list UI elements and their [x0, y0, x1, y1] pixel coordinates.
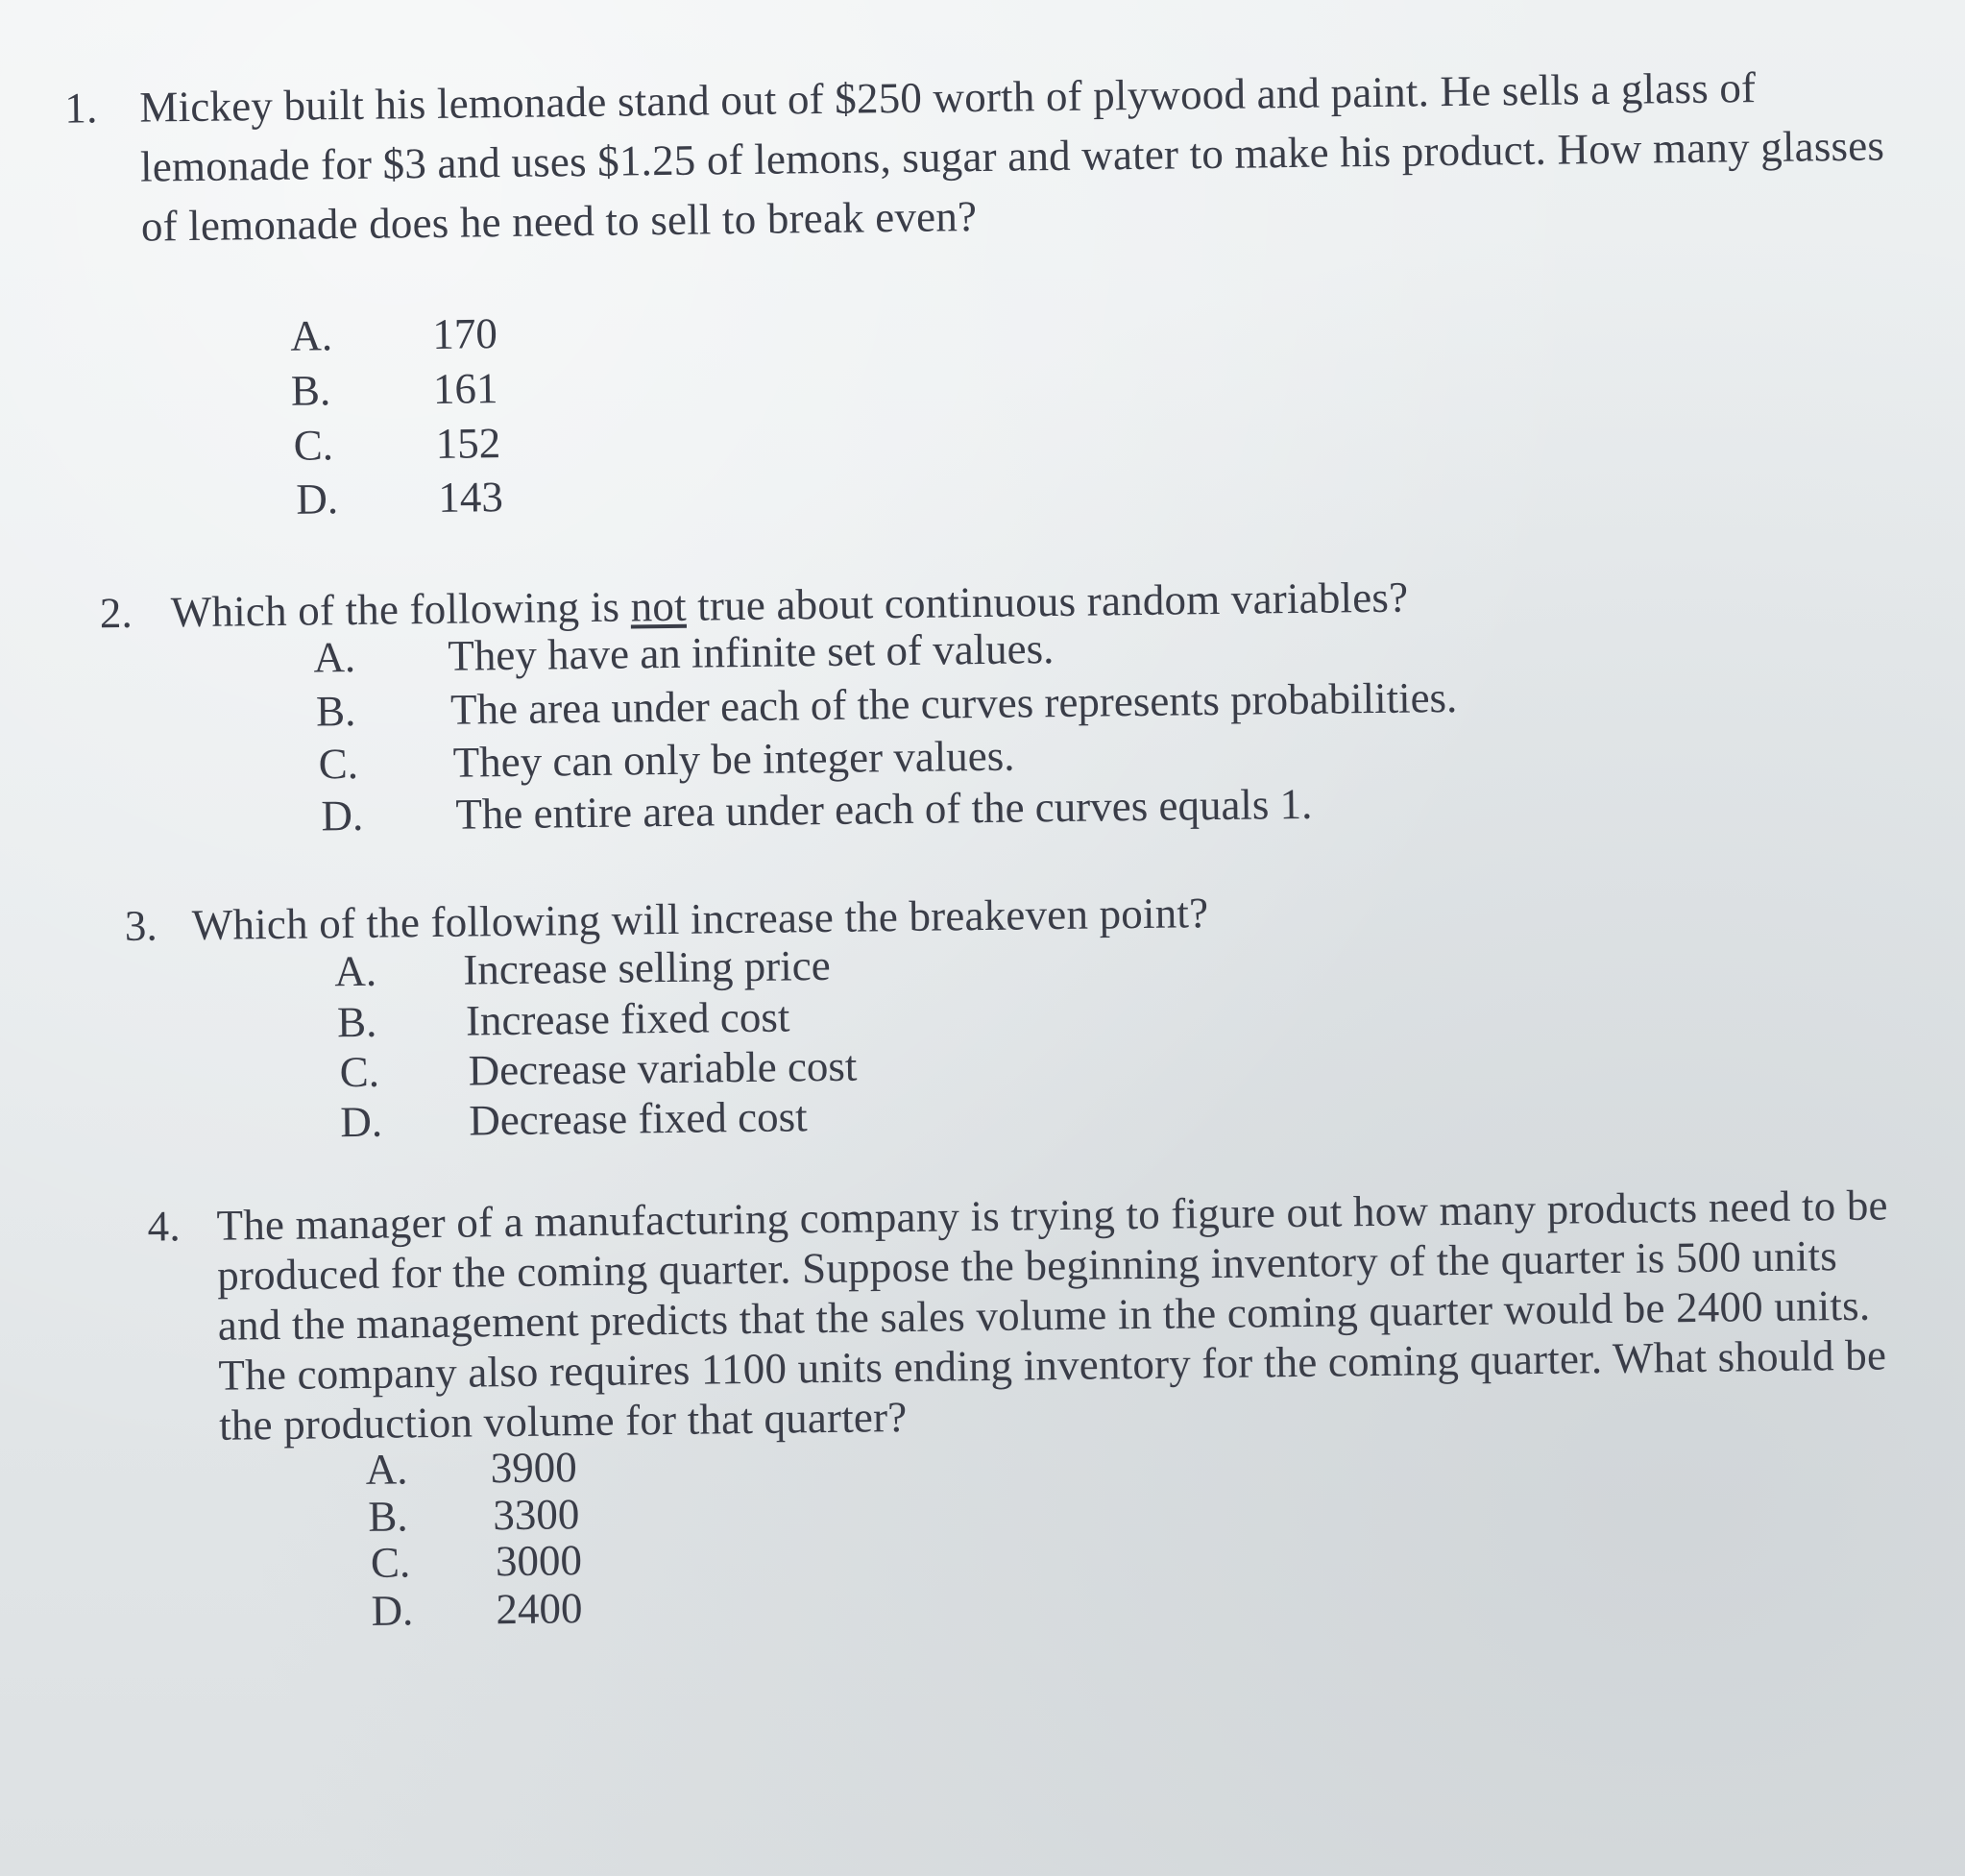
question-4-option-c	[370, 1536, 583, 1588]
option-text: Increase fixed cost	[465, 992, 790, 1045]
question-4-option-b	[368, 1490, 580, 1542]
option-text: 3000	[495, 1536, 583, 1586]
option-letter: B.	[315, 686, 356, 736]
option-letter: A.	[365, 1445, 408, 1494]
option-text: 3900	[490, 1443, 578, 1493]
option-letter: B.	[368, 1492, 408, 1541]
question-3-option-a	[334, 940, 831, 997]
question-text: Mickey built his lemonade stand out of $250 worth of plywood and paint. He sells a glass of lemonade for $3 and uses $1.25 of lemons, sugar and water to make his product. How many glasses of lemonade does he need to sell to break even?	[139, 63, 1885, 251]
option-text: 161	[432, 364, 498, 413]
option-letter: C.	[293, 421, 334, 470]
question-number: 3.	[124, 901, 158, 950]
option-letter: B.	[336, 997, 377, 1047]
question-1-option-b	[290, 364, 498, 416]
question-text-start: Which of the following is	[170, 582, 631, 637]
option-text: Increase selling price	[463, 940, 831, 994]
question-1-option-c	[293, 419, 501, 471]
option-text: 152	[435, 419, 501, 468]
question-text-end: true about continuous random variables?	[686, 573, 1409, 630]
option-text: 143	[438, 473, 504, 522]
question-3-option-b	[336, 992, 790, 1048]
question-number: 4.	[147, 1202, 182, 1251]
question-1	[64, 56, 1901, 256]
question-2-option-b	[315, 672, 1458, 737]
option-text: The area under each of the curves represents probabilities.	[449, 672, 1458, 734]
question-4-option-d	[371, 1584, 583, 1636]
option-letter: C.	[370, 1538, 411, 1587]
question-text: The manager of a manufacturing company is trying to figure out how many products need to be produced for the coming quarter. Suppose the beginning inventory of the quarter is 500 units and the management predicts that the sales volume in the coming quarter would be 2400 units. The company also requires 1100 units ending inventory for the coming quarter. What should be the production volume for that quarter?	[216, 1181, 1888, 1450]
question-1-option-a	[289, 309, 498, 361]
question-1-option-d	[296, 473, 504, 524]
question-2-option-a	[313, 624, 1055, 683]
question-4-option-a	[365, 1443, 578, 1495]
question-2-option-d	[321, 779, 1313, 841]
option-text: Decrease fixed cost	[468, 1092, 808, 1145]
question-number: 2.	[99, 588, 133, 638]
question-4	[147, 1180, 1907, 1450]
option-letter: D.	[321, 791, 364, 841]
option-text: Decrease variable cost	[468, 1041, 858, 1095]
option-letter: B.	[290, 366, 331, 415]
question-3-option-c	[339, 1041, 858, 1098]
option-letter: A.	[289, 311, 333, 360]
option-letter: D.	[371, 1586, 414, 1635]
option-text: 170	[431, 309, 498, 358]
question-2-option-c	[318, 731, 1015, 790]
option-text: 2400	[496, 1584, 583, 1634]
option-letter: A.	[334, 946, 377, 996]
question-3-option-d	[339, 1092, 808, 1148]
question-text: Which of the following will increase the breakeven point?	[191, 889, 1209, 950]
question-number: 1.	[64, 84, 98, 133]
option-letter: D.	[339, 1097, 383, 1147]
option-text: 3300	[492, 1490, 580, 1540]
option-text: They can only be integer values.	[452, 731, 1015, 787]
option-letter: C.	[318, 739, 359, 789]
option-text: They have an infinite set of values.	[448, 624, 1055, 680]
emphasis-not: not	[630, 581, 688, 631]
option-letter: C.	[339, 1047, 380, 1097]
option-text: The entire area under each of the curves equals 1.	[455, 779, 1313, 839]
option-letter: D.	[296, 475, 339, 524]
option-letter: A.	[313, 632, 356, 682]
question-3	[124, 877, 1662, 956]
